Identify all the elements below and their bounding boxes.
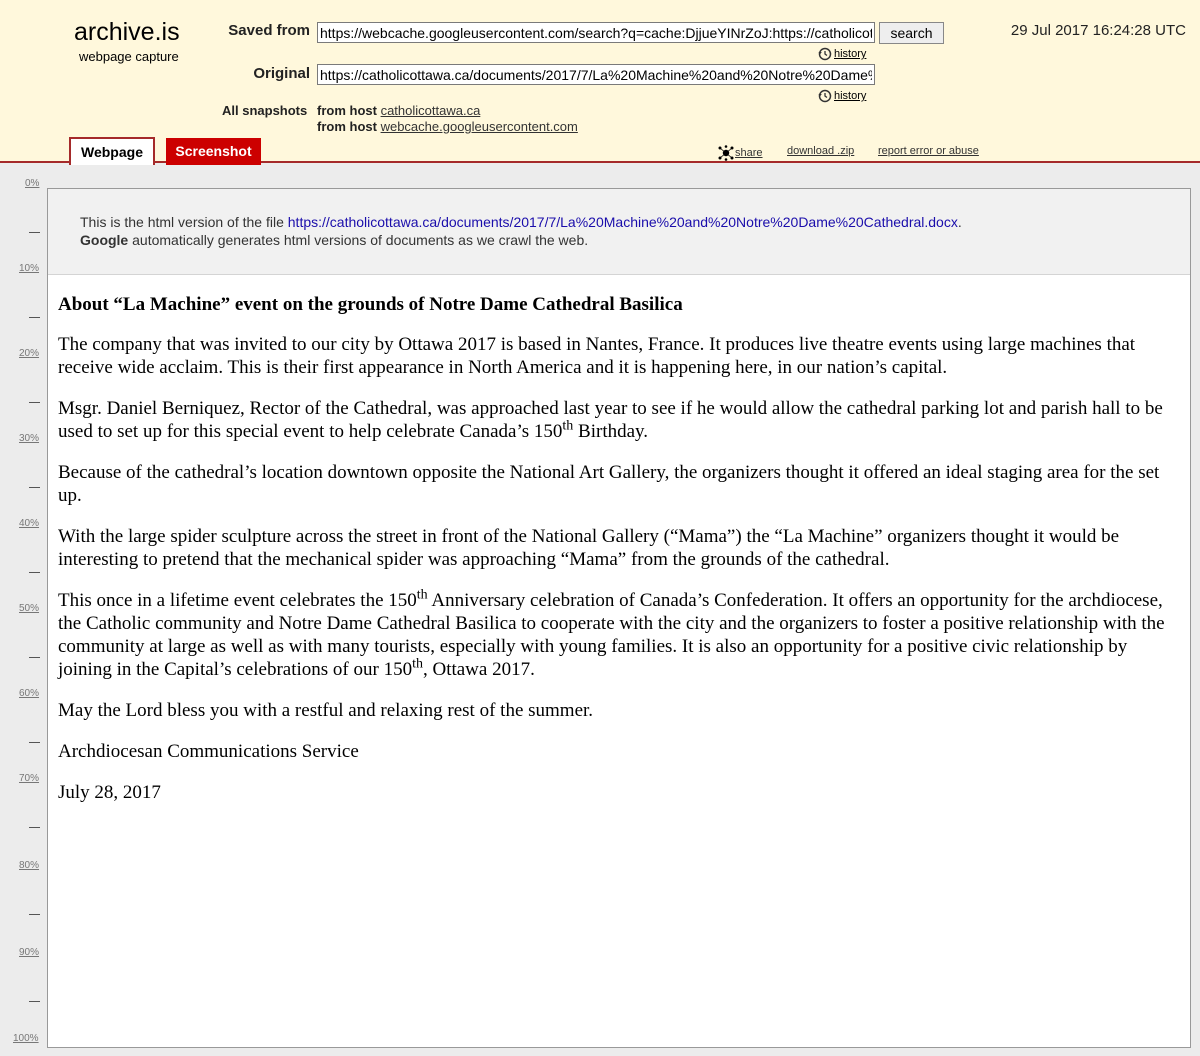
- snapshot-host-1: [317, 103, 480, 118]
- search-button[interactable]: search: [879, 22, 944, 44]
- ruler-20[interactable]: 20%: [19, 348, 40, 359]
- ruler-70[interactable]: 70%: [19, 773, 40, 784]
- tab-webpage[interactable]: Webpage: [69, 137, 155, 165]
- from-host-label: from host: [317, 119, 377, 134]
- original-history-link[interactable]: [818, 89, 866, 103]
- original-label: Original: [253, 65, 310, 82]
- snapshot-host-2: [317, 119, 578, 134]
- cache-notice-prefix: This is the html version of the file: [80, 214, 288, 230]
- share-link[interactable]: [718, 145, 763, 161]
- document-title: About “La Machine” event on the grounds of Notre Dame Cathedral Basilica: [58, 294, 683, 315]
- download-zip-link[interactable]: download .zip: [787, 145, 855, 157]
- cache-notice-line-1: [80, 213, 1190, 231]
- ruler-dash: [29, 572, 40, 573]
- archive-header: [0, 0, 1200, 163]
- report-error-link[interactable]: report error or abuse: [878, 145, 979, 157]
- paragraph-5-text-c: , Ottawa 2017.: [422, 659, 535, 680]
- source-file-link[interactable]: https://catholicottawa.ca/documents/2017/7/La%20Machine%20and%20Notre%20Dame%20Cathedral.docx: [287, 214, 958, 230]
- ruler-dash: [29, 232, 40, 233]
- logo-subtitle: webpage capture: [79, 49, 179, 64]
- ruler-100[interactable]: 100%: [13, 1033, 39, 1044]
- original-url-input[interactable]: [317, 64, 875, 85]
- paragraph-2: [58, 397, 1180, 443]
- ruler-40[interactable]: 40%: [19, 518, 40, 529]
- superscript: th: [562, 418, 574, 434]
- history-icon: [818, 89, 832, 103]
- ruler-50[interactable]: 50%: [19, 603, 40, 614]
- scroll-ruler: [0, 165, 44, 1056]
- host-link-catholicottawa[interactable]: catholicottawa.ca: [380, 103, 481, 118]
- ruler-dash: [29, 1001, 40, 1002]
- tab-screenshot[interactable]: Screenshot: [166, 138, 261, 165]
- ruler-dash: [29, 487, 40, 488]
- ruler-dash: [29, 914, 40, 915]
- document-body: [48, 293, 1190, 804]
- ruler-10[interactable]: 10%: [19, 263, 40, 274]
- archive-logo[interactable]: archive.is: [74, 18, 180, 46]
- ruler-dash: [29, 742, 40, 743]
- paragraph-5-text-b: Anniversary celebration of Canada’s Confederation. It offers an opportunity for the archdiocese, the Catholic community and Notre Dame Cathedral Basilica to cooperate with the city and the organizers to foster a positive relationship with the community at large as well as with many tourists, especially with young families. It is also an opportunity for a positive civic relationship by joining in the Capital’s celebrations of our 150: [58, 590, 1165, 680]
- saved-from-history-link[interactable]: [818, 47, 866, 61]
- ruler-30[interactable]: 30%: [19, 433, 40, 444]
- superscript: th: [412, 656, 423, 672]
- cache-notice-line-2: [80, 231, 1190, 249]
- ruler-dash: [29, 317, 40, 318]
- paragraph-3: Because of the cathedral’s location downtown opposite the National Art Gallery, the organizers thought it offered an ideal staging area for the set up.: [58, 462, 1160, 506]
- paragraph-2-text-b: Birthday.: [573, 421, 649, 442]
- history-label: history: [834, 89, 867, 102]
- from-host-label: from host: [317, 103, 377, 118]
- all-snapshots-label: All snapshots: [222, 103, 308, 118]
- paragraph-2-text-a: Msgr. Daniel Berniquez, Rector of the Cathedral, was approached last year to see if he would allow the cathedral parking lot and parish hall to be used to set up for this special event to help celebrate Canada’s 150: [58, 398, 1163, 442]
- google-cache-notice: [48, 189, 1190, 275]
- ruler-dash: [29, 827, 40, 828]
- ruler-0[interactable]: 0%: [25, 178, 40, 189]
- archived-page-frame: [47, 188, 1191, 1048]
- host-link-webcache[interactable]: webcache.googleusercontent.com: [380, 119, 578, 134]
- ruler-dash: [29, 657, 40, 658]
- google-label: Google: [80, 232, 129, 248]
- history-icon: [818, 47, 832, 61]
- cache-notice-suffix: .: [957, 214, 962, 230]
- cache-notice-text: automatically generates html versions of documents as we crawl the web.: [128, 232, 589, 248]
- paragraph-1: The company that was invited to our city by Ottawa 2017 is based in Nantes, France. It produces live theatre events using large machines that receive wide acclaim. This is their first appearance in North America and it is happening here, in our nation’s capital.: [58, 334, 1136, 378]
- ruler-80[interactable]: 80%: [19, 860, 40, 871]
- saved-from-url-input[interactable]: [317, 22, 875, 43]
- paragraph-7: Archdiocesan Communications Service: [58, 741, 359, 762]
- paragraph-4: With the large spider sculpture across the street in front of the National Gallery (“Mama”) the “La Machine” organizers thought it would be interesting to pretend that the mechanical spider was approaching “Mama” from the grounds of the cathedral.: [58, 526, 1120, 570]
- paragraph-6: May the Lord bless you with a restful and relaxing rest of the summer.: [58, 700, 594, 721]
- superscript: th: [416, 587, 428, 603]
- ruler-dash: [29, 402, 40, 403]
- ruler-90[interactable]: 90%: [19, 947, 40, 958]
- capture-timestamp: 29 Jul 2017 16:24:28 UTC: [1010, 22, 1186, 39]
- history-label: history: [834, 47, 867, 60]
- paragraph-8: July 28, 2017: [58, 782, 161, 803]
- share-label: share: [735, 146, 763, 159]
- paragraph-5: [58, 589, 1180, 681]
- share-icon: [718, 145, 734, 161]
- ruler-60[interactable]: 60%: [19, 688, 40, 699]
- paragraph-5-text-a: This once in a lifetime event celebrates the 150: [58, 590, 417, 611]
- saved-from-label: Saved from: [228, 22, 310, 39]
